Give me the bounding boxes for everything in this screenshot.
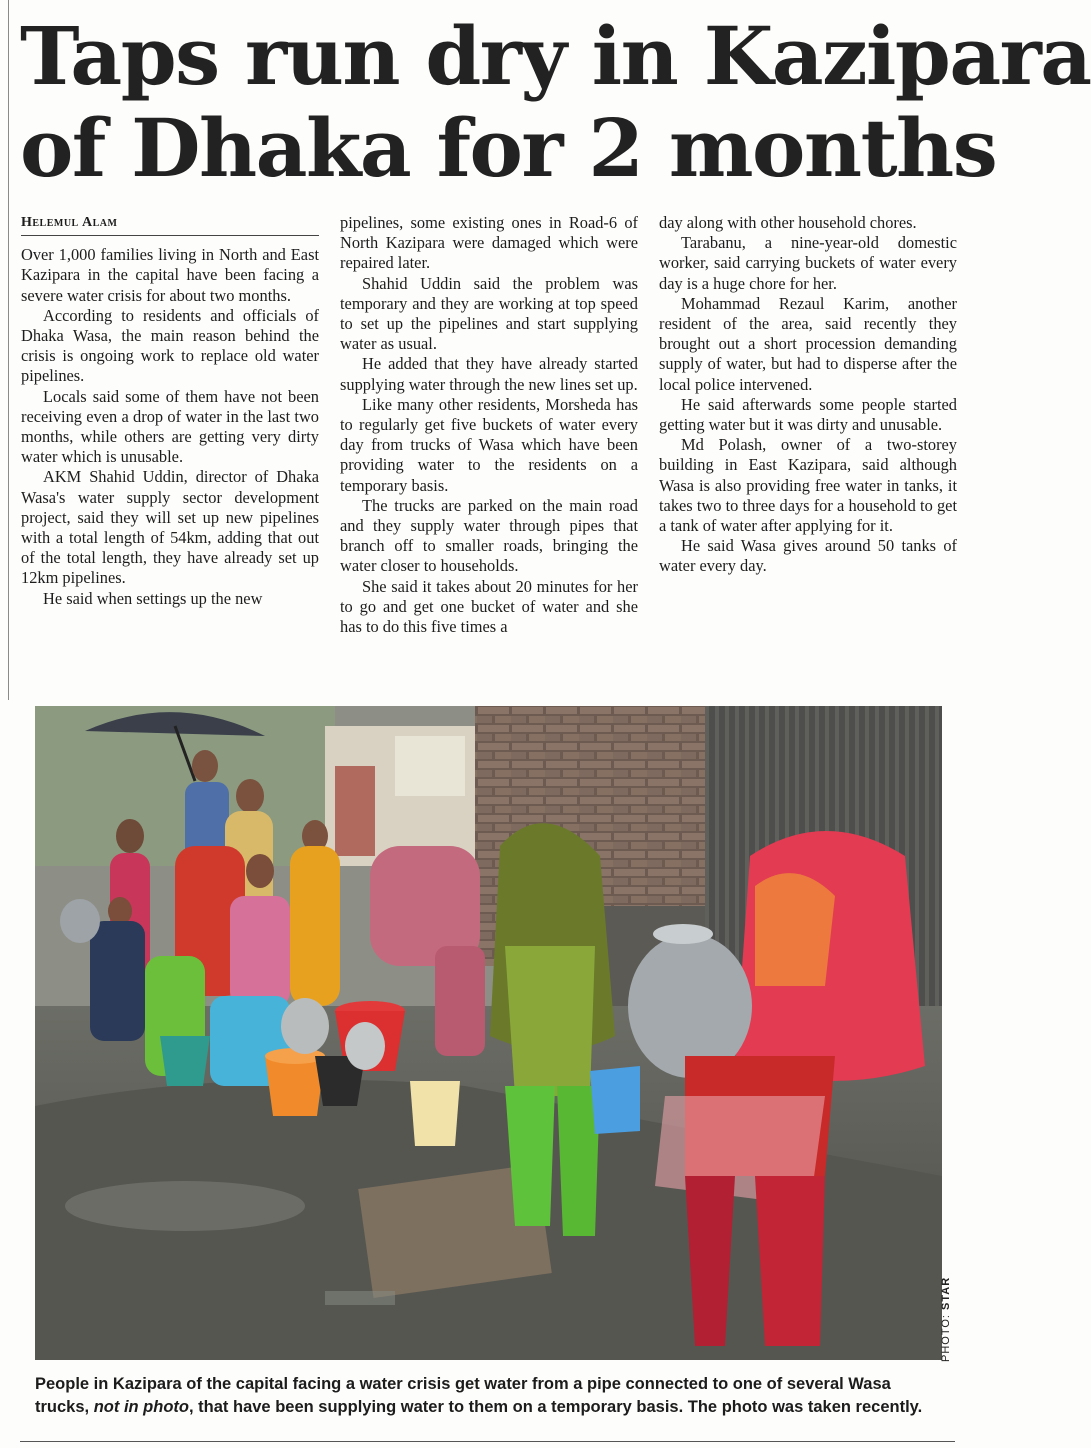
caption-part-1: People in Kazipara of the capital facing a water crisis get water from a pipe connected to one of several Wasa trucks,	[35, 1375, 891, 1416]
paragraph: The trucks are parked on the main road and they supply water through pipes that branch off to smaller roads, bringing the water closer to households.	[340, 495, 638, 576]
left-column-rule	[8, 0, 9, 700]
paragraph: pipelines, some existing ones in Road-6 of North Kazipara were damaged which were repaired later.	[340, 213, 638, 273]
article-column-3	[659, 213, 957, 577]
photo-credit-name: STAR	[940, 1276, 952, 1310]
article-column-1	[21, 213, 319, 609]
headline-line-1: Taps run dry in Kazipara	[20, 9, 1091, 103]
caption-part-2: , that have been supplying water to them on a temporary basis. The photo was taken recently.	[189, 1398, 923, 1416]
paragraph: Like many other residents, Morsheda has to regularly get five buckets of water every day from trucks of Wasa which have been providing water to the residents on a temporary basis.	[340, 394, 638, 495]
bottom-rule	[20, 1441, 955, 1442]
paragraph: Locals said some of them have not been receiving even a drop of water in the last two months, while others are getting very dirty water which is unusable.	[21, 386, 319, 467]
headline	[20, 9, 1091, 195]
paragraph: She said it takes about 20 minutes for her to go and get one bucket of water and she has to do this five times a	[340, 576, 638, 637]
paragraph: He said Wasa gives around 50 tanks of water every day.	[659, 536, 957, 576]
paragraph: He added that they have already started supplying water through the new lines set up.	[340, 354, 638, 394]
photo-credit-prefix: PHOTO:	[940, 1314, 952, 1362]
paragraph: Md Polash, owner of a two-storey building in East Kazipara, said although Wasa is also providing free water in tanks, it takes two to three days for a household to get a tank of water after applying for it.	[659, 435, 957, 536]
byline: Helemul Alam	[21, 213, 319, 236]
paragraph: Tarabanu, a nine-year-old domestic worker, said carrying buckets of water every day is a huge chore for her.	[659, 233, 957, 293]
caption-italic: not in photo	[93, 1398, 189, 1416]
article-column-2	[340, 213, 638, 637]
paragraph: Mohammad Rezaul Karim, another resident of the area, said recently they brought out a short procession demanding supply of water, but had to disperse after the local police intervened.	[659, 293, 957, 394]
paragraph: Over 1,000 families living in North and East Kazipara in the capital have been facing a severe water crisis for about two months.	[21, 245, 319, 305]
photo-illustration	[35, 706, 942, 1360]
paragraph: He said afterwards some people started getting water but it was dirty and unusable.	[659, 394, 957, 435]
headline-line-2: of Dhaka for 2 months	[20, 101, 997, 195]
paragraph: day along with other household chores.	[659, 213, 917, 232]
paragraph: Shahid Uddin said the problem was temporary and they are working at top speed to set up the pipelines and start supplying water as usual.	[340, 273, 638, 354]
photo-caption	[35, 1373, 940, 1419]
paragraph: According to residents and officials of Dhaka Wasa, the main reason behind the crisis is ongoing work to replace old water pipelines.	[21, 305, 319, 386]
paragraph: He said when settings up the new	[43, 588, 263, 608]
news-photo	[35, 706, 942, 1360]
photo-credit	[940, 1277, 952, 1362]
paragraph: AKM Shahid Uddin, director of Dhaka Wasa's water supply sector development project, said they will set up new pipelines with a total length of 54km, adding that out of the total length, they have already set up 12km pipelines.	[21, 467, 319, 588]
